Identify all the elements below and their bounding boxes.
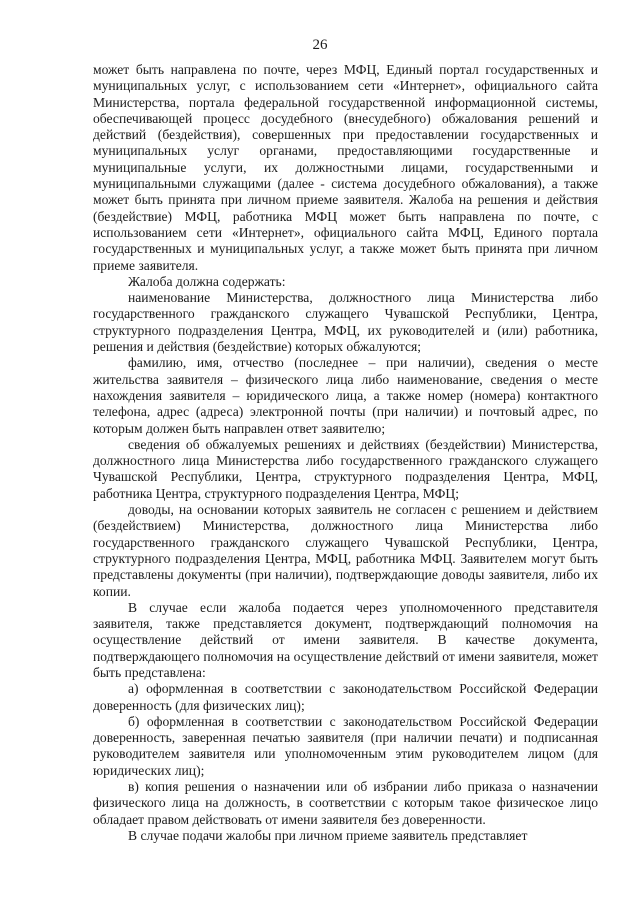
paragraph-personal-reception: В случае подачи жалобы при личном приеме заявитель представляет (128, 827, 528, 843)
paragraph-option-a: а) оформленная в соответствии с законодательством Российской Федерации доверенность (для физических лиц); (93, 681, 598, 713)
paragraph-representative: В случае если жалоба подается через уполномоченного представителя заявителя, также представляется документ, подтверждающий полномочия на осуществление действий от имени заявителя. В качестве документа, подтверждающего полномочия на осуществление действий от имени заявителя, может быть представлена: (93, 599, 598, 680)
paragraph-option-b: б) оформленная в соответствии с законодательством Российской Федерации доверенность, заверенная печатью заявителя (при наличии печати) и подписанная руководителем заявителя или уполномоченным этим руководителем лицом (для юридических лиц); (93, 713, 598, 778)
paragraph-continuation: может быть направлена по почте, через МФЦ, Единый портал государственных и муниципальных услуг, с использованием сети «Интернет», официального сайта Министерства, портала федеральной государственной информационной системы, обеспечивающей процесс досудебного (внесудебного) обжалования решений и действий (бездействия), совершенных при предоставлении государственных и муниципальных услуг органами, предоставляющими государственные и муниципальные услуги, их должностными лицами, государственными и муниципальными служащими (далее - система досудебного обжалования), а также может быть принята при личном приеме заявителя. Жалоба на решения и действия (бездействие) МФЦ, работника МФЦ может быть направлена по почте, с использованием сети «Интернет», официального сайта МФЦ, Единого портала государственных и муниципальных услуг, а также может быть принята при личном приеме заявителя. (93, 62, 598, 273)
paragraph-option-c: в) копия решения о назначении или об избрании либо приказа о назначении физического лица на должность, в соответствии с которым такое физическое лицо обладает правом действовать от имени заявителя без доверенности. (93, 779, 598, 827)
paragraph-item-arguments: доводы, на основании которых заявитель не согласен с решением и действием (бездействием) Министерства, должностного лица Министерства либо государственного гражданского служащего Чувашской Республики, Центра, структурного подразделения Центра, МФЦ, работника МФЦ. Заявителем могут быть представлены документы (при наличии), подтверждающие доводы заявителя, либо их копии. (93, 502, 598, 599)
paragraph-item-name: наименование Министерства, должностного лица Министерства либо государственного гражданского служащего Чувашской Республики, Центра, структурного подразделения Центра, МФЦ, их руководителей и (или) работника, решения и действия (бездействие) которых обжалуются; (93, 290, 598, 355)
page-number: 26 (312, 37, 328, 53)
document-body (93, 62, 598, 844)
paragraph-complaint-intro: Жалоба должна содержать: (128, 273, 286, 289)
paragraph-item-decisions: сведения об обжалуемых решениях и действиях (бездействии) Министерства, должностного лица Министерства либо государственного гражданского служащего Чувашской Республики, Центра, структурного подразделения Центра, МФЦ, работника Центра, структурного подразделения Центра, МФЦ; (93, 436, 598, 501)
paragraph-item-fio: фамилию, имя, отчество (последнее – при наличии), сведения о месте жительства заявителя – физического лица либо наименование, сведения о месте нахождения заявителя – юридического лица, а также номер (номера) контактного телефона, адрес (адреса) электронной почты (при наличии) и почтовый адрес, по которым должен быть направлен ответ заявителю; (93, 355, 598, 436)
